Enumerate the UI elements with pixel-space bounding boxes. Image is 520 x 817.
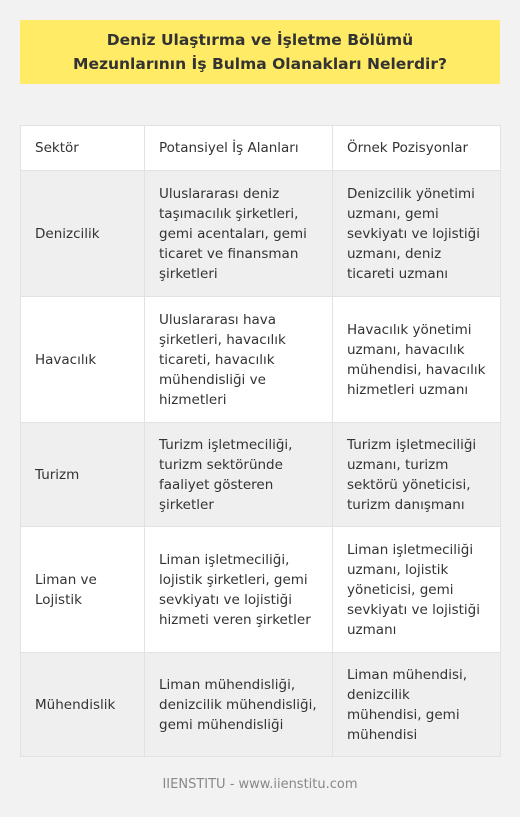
footer-credit: IIENSTITU - www.iienstitu.com bbox=[162, 777, 358, 792]
sector-cell: Denizcilik bbox=[21, 171, 145, 297]
positions-cell: Denizcilik yönetimi uzmanı, gemi sevkiyatı ve lojistiği uzmanı, deniz ticareti uzmanı bbox=[333, 171, 501, 297]
table-row bbox=[21, 527, 501, 653]
sector-cell: Turizm bbox=[21, 423, 145, 527]
title-banner bbox=[20, 20, 500, 84]
page-title: Deniz Ulaştırma ve İşletme Bölümü Mezunlarının İş Bulma Olanakları Nelerdir? bbox=[73, 31, 447, 73]
areas-cell: Liman mühendisliği, denizcilik mühendisliği, gemi mühendisliği bbox=[145, 653, 333, 757]
sector-cell: Mühendislik bbox=[21, 653, 145, 757]
areas-cell: Uluslararası deniz taşımacılık şirketleri, gemi acentaları, gemi ticaret ve finansman şirketleri bbox=[145, 171, 333, 297]
careers-table bbox=[20, 125, 501, 757]
table-row bbox=[21, 423, 501, 527]
areas-cell: Liman işletmeciliği, lojistik şirketleri, gemi sevkiyatı ve lojistiği hizmeti veren şirketler bbox=[145, 527, 333, 653]
table-row bbox=[21, 171, 501, 297]
positions-cell: Turizm işletmeciliği uzmanı, turizm sektörü yöneticisi, turizm danışmanı bbox=[333, 423, 501, 527]
header-positions: Örnek Pozisyonlar bbox=[333, 126, 501, 171]
header-areas: Potansiyel İş Alanları bbox=[145, 126, 333, 171]
header-sector: Sektör bbox=[21, 126, 145, 171]
positions-cell: Havacılık yönetimi uzmanı, havacılık mühendisi, havacılık hizmetleri uzmanı bbox=[333, 297, 501, 423]
positions-cell: Liman işletmeciliği uzmanı, lojistik yöneticisi, gemi sevkiyatı ve lojistiği uzmanı bbox=[333, 527, 501, 653]
sector-cell: Liman ve Lojistik bbox=[21, 527, 145, 653]
table-row bbox=[21, 297, 501, 423]
table-row bbox=[21, 653, 501, 757]
areas-cell: Turizm işletmeciliği, turizm sektöründe faaliyet gösteren şirketler bbox=[145, 423, 333, 527]
positions-cell: Liman mühendisi, denizcilik mühendisi, gemi mühendisi bbox=[333, 653, 501, 757]
table-header-row bbox=[21, 126, 501, 171]
sector-cell: Havacılık bbox=[21, 297, 145, 423]
areas-cell: Uluslararası hava şirketleri, havacılık ticareti, havacılık mühendisliği ve hizmetleri bbox=[145, 297, 333, 423]
